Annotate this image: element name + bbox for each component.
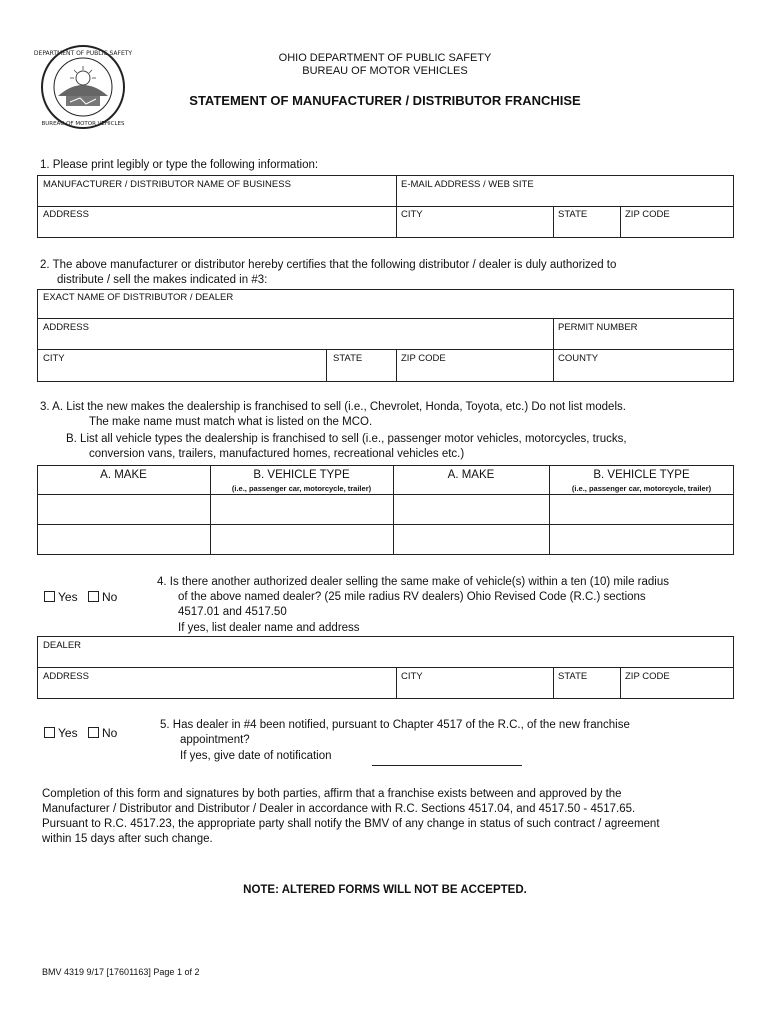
dealer-city-label: CITY (43, 353, 65, 364)
section5-yes-label: Yes (58, 726, 78, 740)
other-dealer-city-field[interactable] (401, 683, 547, 696)
email-label: E-MAIL ADDRESS / WEB SITE (401, 179, 534, 190)
other-dealer-zip-field[interactable] (625, 683, 729, 696)
column-header-make-2: A. MAKE (447, 469, 495, 481)
make-row1-col1-field[interactable] (42, 500, 206, 518)
completion-line4: within 15 days after such change. (42, 833, 213, 845)
section5-question-line2: appointment? (180, 734, 250, 746)
section4-question-line2: of the above named dealer? (25 mile radius RV dealers) Ohio Revised Code (R.C.) sections (178, 591, 646, 603)
form-footer: BMV 4319 9/17 [17601163] Page 1 of 2 (42, 967, 200, 977)
zip-label: ZIP CODE (625, 209, 670, 220)
permit-number-field[interactable] (558, 334, 728, 347)
other-dealer-label: DEALER (43, 640, 82, 651)
other-dealer-address-field[interactable] (43, 683, 388, 696)
dealer-state-field[interactable] (333, 366, 391, 379)
altered-forms-note: NOTE: ALTERED FORMS WILL NOT BE ACCEPTED. (243, 884, 527, 896)
dealer-address-label: ADDRESS (43, 322, 89, 333)
dealer-name-label: EXACT NAME OF DISTRIBUTOR / DEALER (43, 292, 234, 303)
form-title: STATEMENT OF MANUFACTURER / DISTRIBUTOR FRANCHISE (189, 93, 581, 108)
notification-date-field[interactable] (374, 751, 520, 764)
dealer-city-field[interactable] (43, 366, 321, 379)
column-header-make-1: A. MAKE (100, 469, 147, 481)
manufacturer-address-field[interactable] (43, 222, 388, 235)
completion-line2: Manufacturer / Distributor and Distributor / Dealer in accordance with R.C. Sections 4517.04, and 4517.50 - 4517.65. (42, 803, 636, 815)
bureau-name: BUREAU OF MOTOR VEHICLES (302, 65, 468, 77)
dealer-zip-field[interactable] (401, 366, 547, 379)
section4-yes-option[interactable] (44, 590, 78, 604)
section5-question-line3: If yes, give date of notification (180, 750, 332, 762)
svg-text:BUREAU OF MOTOR VEHICLES: BUREAU OF MOTOR VEHICLES (41, 121, 125, 127)
vehicle-type-row1-col2-field[interactable] (554, 500, 729, 518)
section2-statement-line2: distribute / sell the makes indicated in #3: (57, 274, 268, 286)
other-dealer-city-label: CITY (401, 671, 423, 682)
manufacturer-zip-field[interactable] (625, 222, 729, 235)
permit-number-label: PERMIT NUMBER (558, 322, 638, 333)
section4-question-line3: 4517.01 and 4517.50 (178, 606, 287, 618)
section4-no-checkbox[interactable] (88, 591, 99, 602)
vehicle-type-row2-col1-field[interactable] (215, 530, 389, 548)
manufacturer-state-field[interactable] (558, 222, 616, 235)
other-dealer-state-label: STATE (558, 671, 588, 682)
dealer-state-label: STATE (333, 353, 363, 364)
other-dealer-zip-label: ZIP CODE (625, 671, 670, 682)
section3-a-line1: 3. A. List the new makes the dealership is franchised to sell (i.e., Chevrolet, Honda, Toyota, etc.) Do not list models. (40, 401, 626, 413)
make-row2-col1-field[interactable] (42, 530, 206, 548)
column-subheader-vehicle-type-2: (i.e., passenger car, motorcycle, trailer) (571, 484, 712, 493)
other-dealer-name-field[interactable] (43, 652, 727, 665)
email-website-field[interactable] (401, 191, 726, 204)
manufacturer-name-field[interactable] (43, 191, 388, 204)
completion-line1: Completion of this form and signatures by both parties, affirm that a franchise exists between and approved by the (42, 788, 622, 800)
column-header-vehicle-type-2: B. VEHICLE TYPE (593, 469, 690, 481)
section4-question-line1: 4. Is there another authorized dealer selling the same make of vehicle(s) within a ten (10) mile radius (157, 576, 670, 588)
section5-no-option[interactable] (88, 726, 117, 740)
county-label: COUNTY (558, 353, 599, 364)
dealer-name-field[interactable] (43, 304, 727, 317)
state-label: STATE (558, 209, 588, 220)
section4-no-label: No (102, 590, 118, 604)
section4-question-line4: If yes, list dealer name and address (178, 622, 360, 634)
make-row1-col2-field[interactable] (398, 500, 545, 518)
make-row2-col2-field[interactable] (398, 530, 545, 548)
section5-no-checkbox[interactable] (88, 727, 99, 738)
section3-a-line2: The make name must match what is listed on the MCO. (89, 416, 373, 428)
section1-instruction: 1. Please print legibly or type the following information: (40, 159, 319, 171)
section5-yes-option[interactable] (44, 726, 78, 740)
section5-question-line1: 5. Has dealer in #4 been notified, pursuant to Chapter 4517 of the R.C., of the new franchise (160, 719, 630, 731)
section4-no-option[interactable] (88, 590, 117, 604)
vehicle-type-row2-col2-field[interactable] (554, 530, 729, 548)
city-label: CITY (401, 209, 423, 220)
section2-statement-line1: 2. The above manufacturer or distributor hereby certifies that the following distributor / dealer is duly authorized to (40, 259, 617, 271)
column-subheader-vehicle-type-1: (i.e., passenger car, motorcycle, trailer) (231, 484, 372, 493)
section4-yes-label: Yes (58, 590, 78, 604)
section5-no-label: No (102, 726, 118, 740)
vehicle-type-row1-col1-field[interactable] (215, 500, 389, 518)
other-dealer-address-label: ADDRESS (43, 671, 89, 682)
address-label: ADDRESS (43, 209, 89, 220)
agency-name: OHIO DEPARTMENT OF PUBLIC SAFETY (278, 52, 492, 64)
county-field[interactable] (558, 366, 728, 379)
column-header-vehicle-type-1: B. VEHICLE TYPE (253, 469, 350, 481)
dealer-address-field[interactable] (43, 334, 548, 347)
manufacturer-name-label: MANUFACTURER / DISTRIBUTOR NAME OF BUSINESS (43, 179, 291, 190)
completion-line3: Pursuant to R.C. 4517.23, the appropriate party shall notify the BMV of any change in status of such contract / agreement (42, 818, 660, 830)
section3-b-line2: conversion vans, trailers, manufactured homes, recreational vehicles etc.) (89, 448, 465, 460)
section5-yes-checkbox[interactable] (44, 727, 55, 738)
section4-yes-checkbox[interactable] (44, 591, 55, 602)
section3-b-line1: B. List all vehicle types the dealership is franchised to sell (i.e., passenger motor vehicles, motorcycles, trucks, (66, 433, 627, 445)
dealer-zip-label: ZIP CODE (401, 353, 446, 364)
other-dealer-state-field[interactable] (558, 683, 616, 696)
manufacturer-city-field[interactable] (401, 222, 547, 235)
svg-text:DEPARTMENT OF PUBLIC SAFETY: DEPARTMENT OF PUBLIC SAFETY (33, 50, 133, 57)
